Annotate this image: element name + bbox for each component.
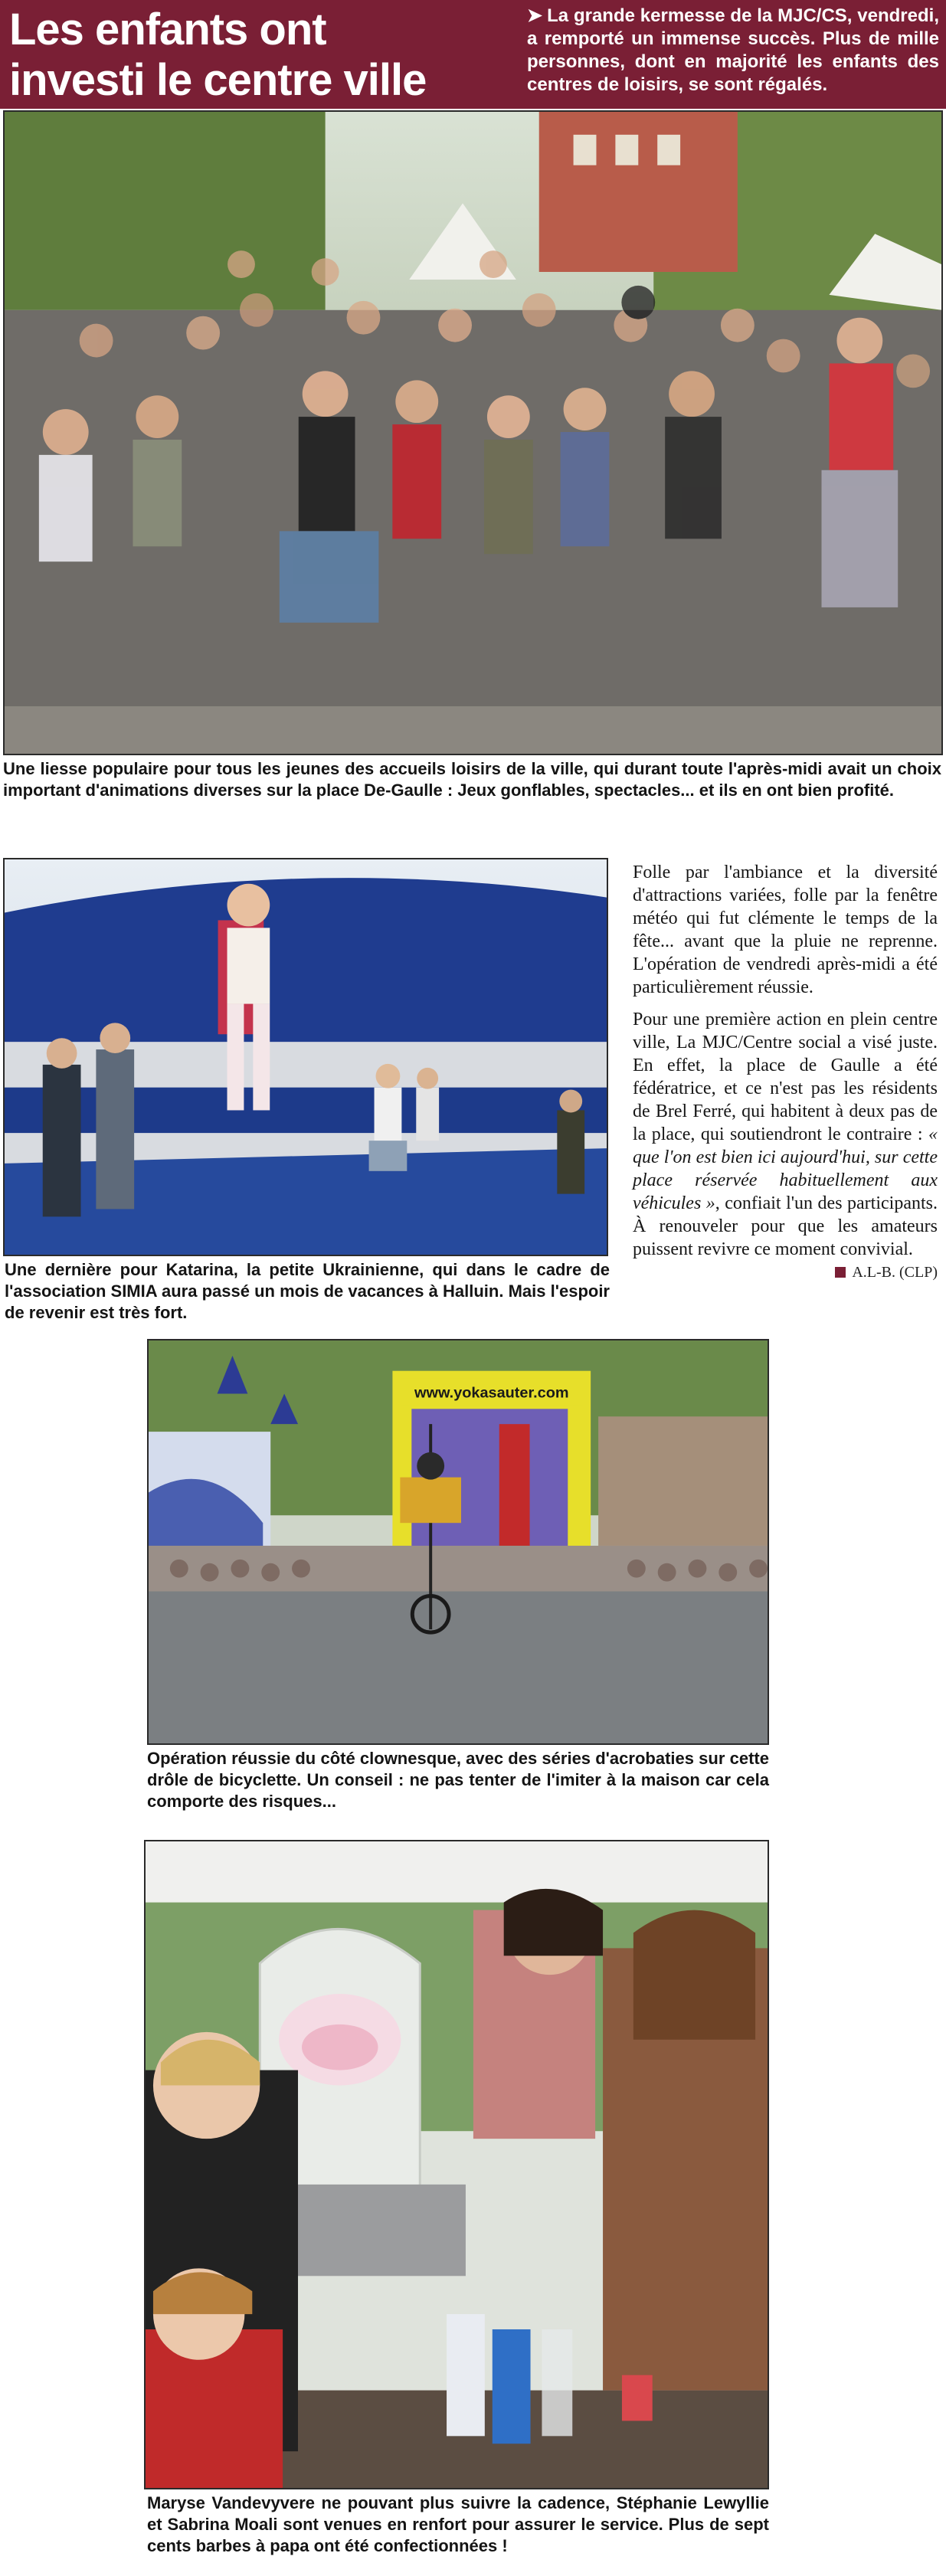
article-paragraph-2-start: Pour une première action en plein centre ville, La MJC/Centre social a visé juste. En effet, la place de Gaulle a été fédératrice, et ce n'est pas les résidents de Brel Ferré, qui habitent à deux pas de la place, qui soutiendront le contraire : bbox=[633, 1010, 938, 1144]
bicycle-photo bbox=[147, 1339, 769, 1745]
headline-line-1: Les enfants ont bbox=[9, 5, 326, 54]
headline-line-2: investi le centre ville bbox=[9, 55, 427, 105]
article-signature bbox=[633, 1261, 938, 1284]
article-paragraph-2-end: , confiait l'un des participants. À renouveler pour que les amateurs puissent revivre ce moment convivial. bbox=[633, 1193, 938, 1259]
crowd-photo bbox=[3, 110, 943, 755]
headline bbox=[9, 5, 484, 106]
crowd-photo-image bbox=[5, 112, 941, 754]
bicycle-photo-image bbox=[149, 1340, 768, 1743]
lede-text: La grande kermesse de la MJC/CS, vendredi, a remporté un immense succès. Plus de mille personnes, dont en majorité les enfants des centres de loisirs, se sont régalés. bbox=[527, 5, 939, 95]
cottoncandy-photo bbox=[144, 1840, 769, 2489]
slide-banner-text: www.yokasauter.com bbox=[414, 1384, 569, 1402]
trampoline-photo bbox=[3, 858, 608, 1256]
signature-text: A.L-B. (CLP) bbox=[852, 1264, 938, 1281]
bicycle-caption: Opération réussie du côté clownesque, avec des séries d'acrobaties sur cette drôle de bicyclette. Un conseil : ne pas tenter de l'imiter à la maison car cela comporte des risques... bbox=[147, 1749, 769, 1811]
article-body bbox=[633, 861, 938, 1284]
cottoncandy-caption: Maryse Vandevyvere ne pouvant plus suivre la cadence, Stéphanie Lewyllie et Sabrina Moali sont venues en renfort pour assurer le service. Plus de sept cents barbes à papa ont été confectionnées ! bbox=[147, 2493, 769, 2555]
trampoline-caption: Une dernière pour Katarina, la petite Ukrainienne, qui dans le cadre de l'association SIMIA aura passé un mois de vacances à Halluin. Mais l'espoir de revenir est très fort. bbox=[5, 1260, 610, 1322]
article-paragraph-1: Folle par l'ambiance et la diversité d'attractions variées, folle par la fenêtre météo qui fut clémente le temps de la fête... avant que la pluie ne reprenne. L'opération de vendredi après-midi a été particulièrement réussie. bbox=[633, 862, 938, 997]
lede bbox=[527, 5, 939, 97]
end-mark-icon bbox=[835, 1267, 846, 1278]
trampoline-photo-image bbox=[5, 859, 607, 1255]
article-header bbox=[0, 0, 946, 109]
crowd-caption: Une liesse populaire pour tous les jeunes des accueils loisirs de la ville, qui durant toute l'après-midi avait un choix important d'animations diverses sur la place De-Gaulle : Jeux gonflables, spectacles... et ils en ont bien profité. bbox=[3, 759, 941, 800]
article-quote: « que l'on est bien ici aujourd'hui, sur cette place réservée habituellement aux véhicules » bbox=[633, 1124, 938, 1213]
arrow-icon: ➤ bbox=[527, 5, 543, 26]
article-paragraph-2 bbox=[633, 1008, 938, 1261]
cottoncandy-photo-image bbox=[146, 1841, 768, 2488]
